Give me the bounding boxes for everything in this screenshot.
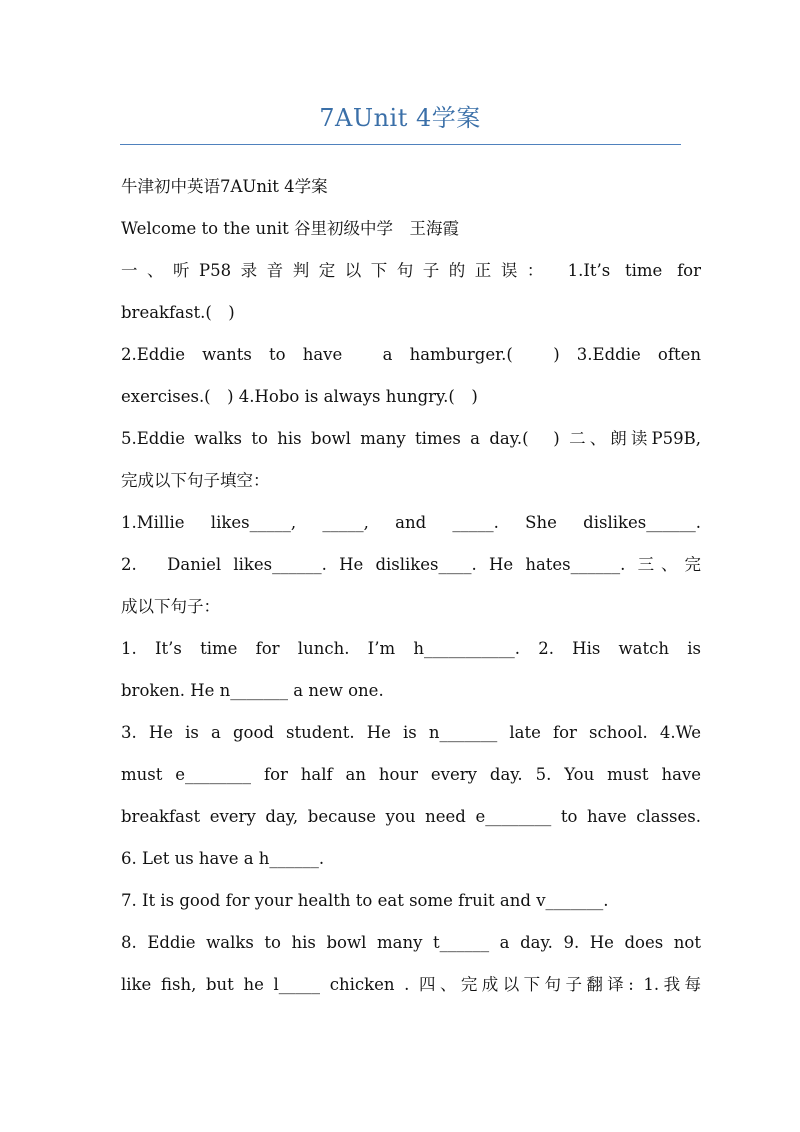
subtitle-line: 牛津初中英语7AUnit 4学案 xyxy=(121,177,328,196)
text-line: breakfast.( ) xyxy=(121,303,235,322)
title-underline xyxy=(120,144,681,145)
text-line: 1. It’s time for lunch. I’m h___________. 2. His watch is xyxy=(121,639,701,658)
document-title: 7AUnit 4学案 xyxy=(319,104,481,132)
section-3-heading-line: 2. Daniel likes______. He dislikes____. He hates______. 三、完 xyxy=(121,555,701,574)
text-line: breakfast every day, because you need e________ to have classes. xyxy=(121,807,701,826)
section-4-heading-line: like fish, but he l_____ chicken . 四、完成以下句子翻译: 1.我每 xyxy=(121,975,701,994)
text-line: 8. Eddie walks to his bowl many t______ a day. 9. He does not xyxy=(121,933,701,952)
text-line: 1.Millie likes_____, _____, and _____. She dislikes______. xyxy=(121,513,701,532)
text-line: broken. He n_______ a new one. xyxy=(121,681,384,700)
document-body xyxy=(121,166,701,1006)
text-line: 7. It is good for your health to eat some fruit and v_______. xyxy=(121,891,609,910)
text-line: 成以下句子： xyxy=(121,597,220,616)
text-line: 2.Eddie wants to have a hamburger.( ) 3.Eddie often xyxy=(121,345,701,364)
text-line: exercises.( ) 4.Hobo is always hungry.( ) xyxy=(121,387,478,406)
text-line: 6. Let us have a h______. xyxy=(121,849,325,868)
section-1-heading-line: 一、听P58录音判定以下句子的正误： 1.It’s time for xyxy=(121,261,701,280)
text-line: must e________ for half an hour every day. 5. You must have xyxy=(121,765,701,784)
section-2-heading-line: 5.Eddie walks to his bowl many times a day.( ) 二、朗读P59B, xyxy=(121,429,701,448)
author-line: Welcome to the unit 谷里初级中学 王海霞 xyxy=(121,219,459,238)
text-line: 完成以下句子填空： xyxy=(121,471,270,490)
text-line: 3. He is a good student. He is n_______ late for school. 4.We xyxy=(121,723,701,742)
